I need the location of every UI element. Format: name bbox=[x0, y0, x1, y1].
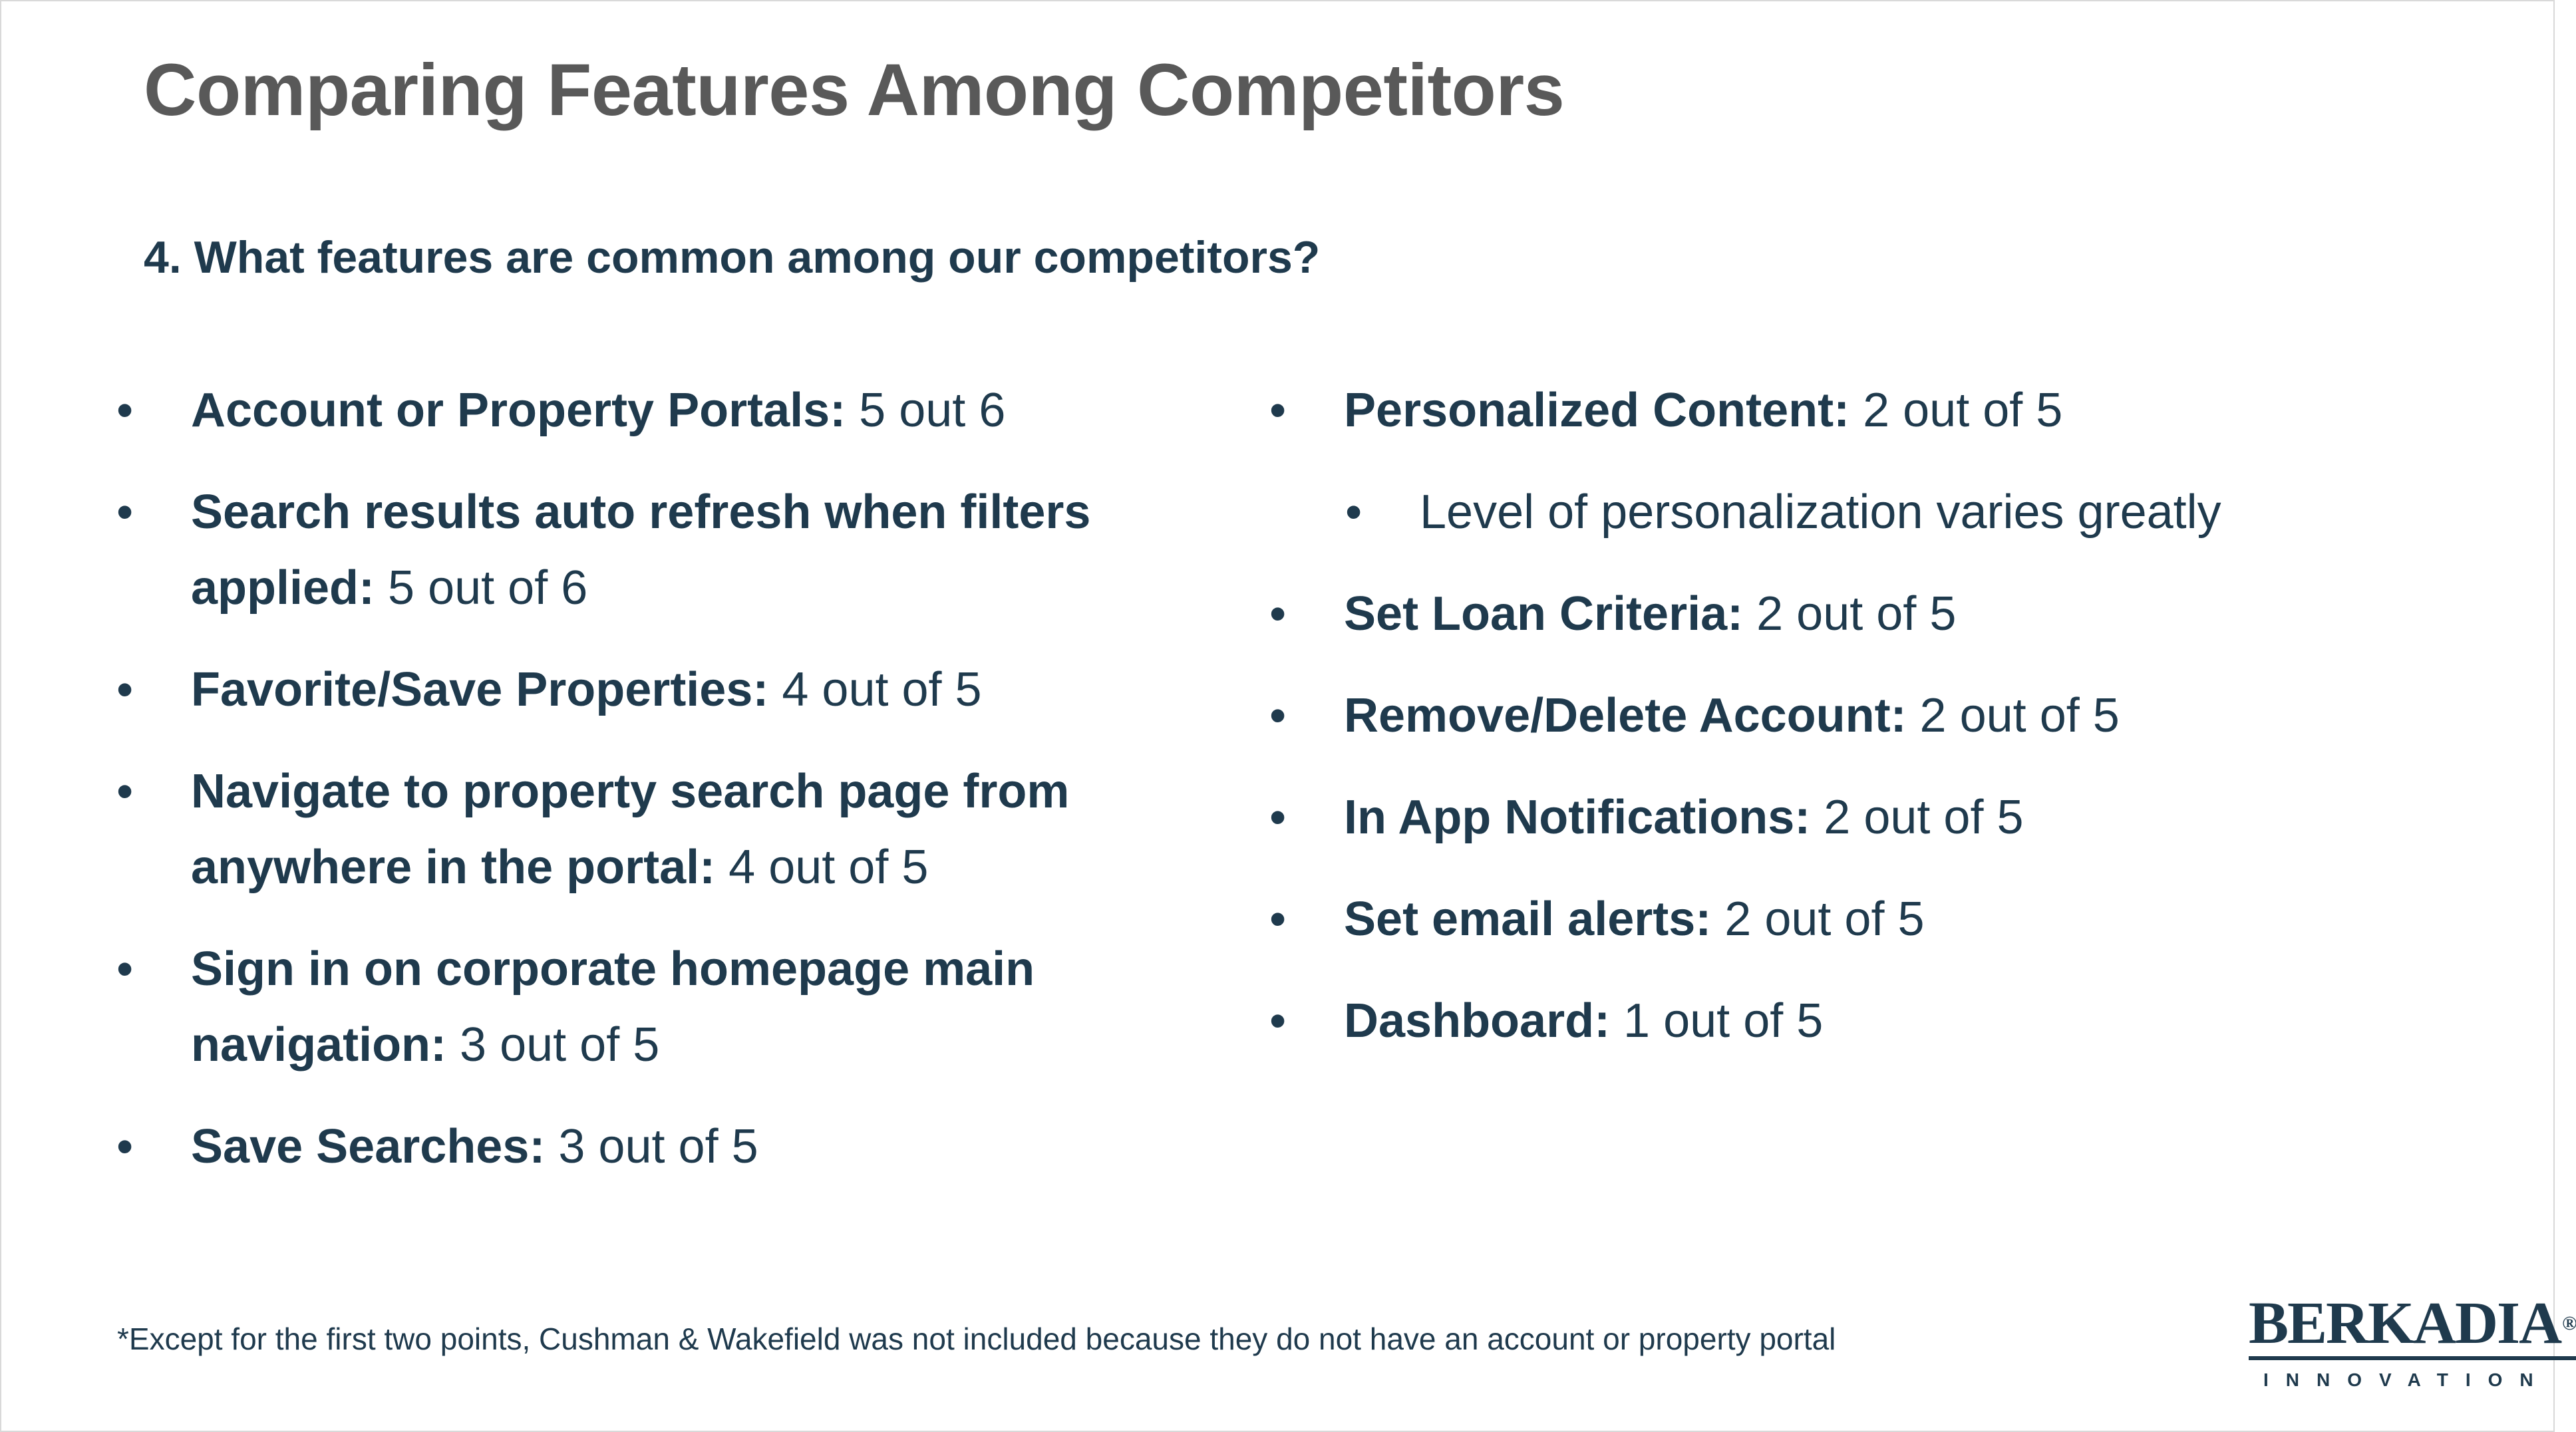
feature-item bbox=[1269, 780, 2267, 855]
slide-title: Comparing Features Among Competitors bbox=[144, 49, 1565, 131]
feature-count: 4 out of 5 bbox=[715, 841, 929, 894]
feature-count: 2 out of 5 bbox=[1810, 791, 2024, 844]
feature-label: Personalized Content: bbox=[1344, 384, 1850, 437]
feature-item bbox=[1269, 372, 2267, 448]
bullet-icon: • bbox=[1269, 893, 1287, 946]
bullet-icon: • bbox=[1345, 486, 1363, 539]
feature-label: Account or Property Portals: bbox=[191, 384, 846, 437]
footnote: *Except for the first two points, Cushman & Wakefield was not included because they do not have an account or property portal bbox=[117, 1322, 1836, 1356]
bullet-icon: • bbox=[116, 486, 134, 539]
feature-count: 1 out of 5 bbox=[1610, 994, 1824, 1048]
feature-count: 3 out of 5 bbox=[446, 1018, 660, 1072]
feature-item bbox=[1269, 881, 2267, 957]
feature-label: In App Notifications: bbox=[1344, 791, 1811, 844]
feature-label: Sign in on corporate homepage main navigation: bbox=[191, 942, 1035, 1072]
feature-count: 3 out of 5 bbox=[545, 1120, 758, 1173]
feature-label: Set Loan Criteria: bbox=[1344, 587, 1744, 641]
feature-sub-item bbox=[1269, 474, 2267, 550]
feature-item bbox=[116, 754, 1154, 905]
bullet-icon: • bbox=[116, 765, 134, 818]
registered-mark: ® bbox=[2562, 1312, 2576, 1334]
bullet-icon: • bbox=[116, 942, 134, 996]
feature-item bbox=[116, 931, 1154, 1083]
feature-count: 2 out of 5 bbox=[1906, 689, 2120, 742]
feature-item bbox=[116, 652, 1154, 728]
feature-note: Level of personalization varies greatly bbox=[1420, 486, 2221, 539]
bullet-icon: • bbox=[1269, 689, 1287, 742]
logo-tagline: INNOVATION bbox=[2263, 1369, 2551, 1390]
feature-item bbox=[1269, 576, 2267, 652]
logo-name: BERKADIA bbox=[2249, 1290, 2561, 1356]
feature-item bbox=[116, 372, 1154, 448]
bullet-icon: • bbox=[116, 1120, 134, 1173]
feature-count: 5 out 6 bbox=[846, 384, 1006, 437]
slide-subtitle: 4. What features are common among our competitors? bbox=[144, 232, 1321, 283]
feature-item bbox=[1269, 678, 2267, 754]
feature-count: 5 out of 6 bbox=[375, 561, 588, 615]
right-feature-list bbox=[1269, 372, 2267, 1085]
feature-item bbox=[1269, 983, 2267, 1059]
feature-label: Save Searches: bbox=[191, 1120, 546, 1173]
bullet-icon: • bbox=[116, 384, 134, 437]
bullet-icon: • bbox=[1269, 384, 1287, 437]
bullet-icon: • bbox=[1269, 587, 1287, 641]
feature-label: Favorite/Save Properties: bbox=[191, 663, 769, 716]
feature-count: 4 out of 5 bbox=[768, 663, 982, 716]
logo-wordmark bbox=[2249, 1290, 2576, 1360]
feature-item bbox=[116, 1109, 1154, 1185]
feature-count: 2 out of 5 bbox=[1711, 893, 1925, 946]
feature-item bbox=[116, 474, 1154, 626]
feature-label: Navigate to property search page from anywhere in the portal: bbox=[191, 765, 1070, 894]
feature-label: Remove/Delete Account: bbox=[1344, 689, 1907, 742]
feature-count: 2 out of 5 bbox=[1743, 587, 1957, 641]
bullet-icon: • bbox=[1269, 791, 1287, 844]
bullet-icon: • bbox=[1269, 994, 1287, 1048]
left-feature-list bbox=[116, 372, 1154, 1211]
bullet-icon: • bbox=[116, 663, 134, 716]
feature-label: Search results auto refresh when filters applied: bbox=[191, 486, 1091, 615]
feature-label: Set email alerts: bbox=[1344, 893, 1712, 946]
feature-count: 2 out of 5 bbox=[1850, 384, 2063, 437]
berkadia-logo bbox=[2249, 1290, 2576, 1391]
feature-label: Dashboard: bbox=[1344, 994, 1611, 1048]
